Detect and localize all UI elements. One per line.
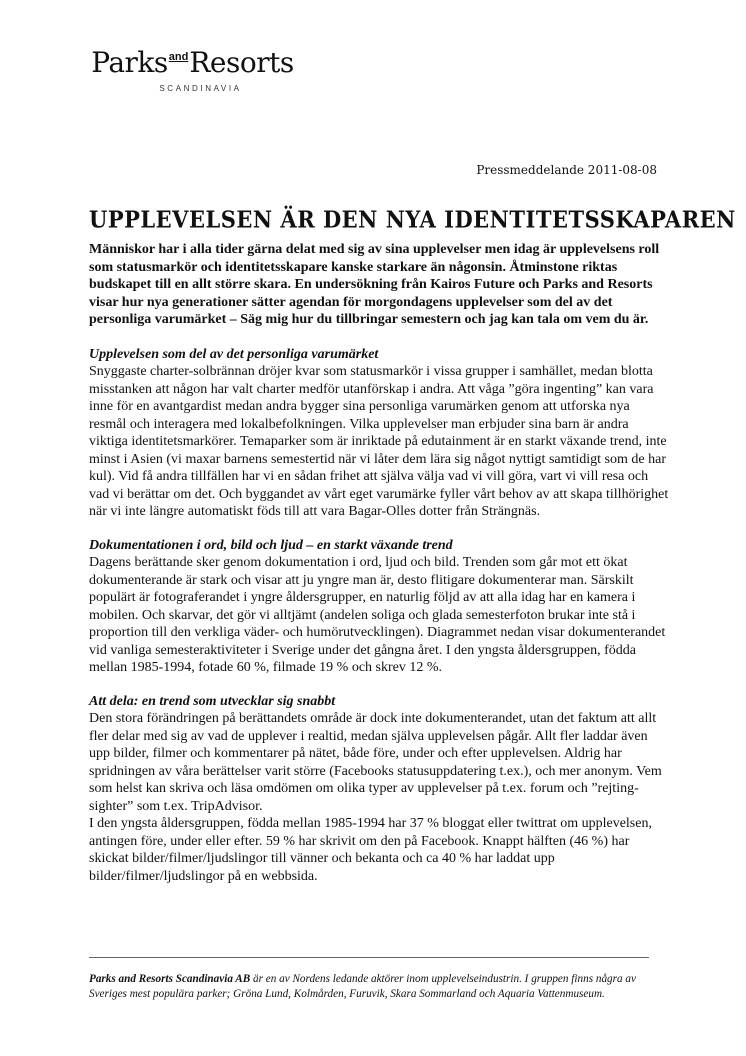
section-paragraph: I den yngsta åldersgruppen, födda mellan 1985-1994 har 37 % bloggat eller twittrat om upplevelsen, antingen före, under eller efter. 59 % har skrivit om den på Facebook. Knappt hälften (46 %) har skickat bilder/filmer/ljudslingor till vänner och bekanta och ca 40 % har laddat upp bilder/filmer/ljudslingor på en webbsida. bbox=[89, 816, 652, 884]
section-title: Att dela: en trend som utvecklar sig snabbt bbox=[89, 693, 336, 709]
logo-word-and: and bbox=[168, 51, 189, 63]
footer-divider bbox=[89, 957, 649, 958]
lede-paragraph: Människor har i alla tider gärna delat med sig av sina upplevelser men idag är upplevelsens roll som statusmarkör och identitetsskapare kanske starkare än någonsin. Åtminstone riktas budskapet till en allt större skara. En undersökning från Kairos Future och Parks and Resorts visar hur nya generationer sätter agendan för morgondagens upplevelser som del av det personliga varumärket – Säg mig hur du tillbringar semestern och jag kan tala om vem du är. bbox=[89, 242, 660, 327]
company-footer bbox=[89, 972, 669, 1001]
section-title: Dokumentationen i ord, bild och ljud – en starkt växande trend bbox=[89, 537, 453, 553]
section-sharing bbox=[89, 693, 669, 886]
section-documentation bbox=[89, 537, 669, 677]
section-title: Upplevelsen som del av det personliga varumärket bbox=[89, 346, 379, 362]
logo-word-parks: Parks bbox=[91, 46, 168, 79]
section-personal-brand bbox=[89, 346, 669, 521]
headline: UPPLEVELSEN ÄR DEN NYA IDENTITETSSKAPAREN bbox=[89, 205, 736, 233]
section-paragraph: Den stora förändringen på berättandets område är dock inte dokumenterandet, utan det faktum att allt fler delar med sig av vad de upplever i realtid, medan själva upplevelsen pågår. Allt fler laddar även upp bilder, filmer och kommentarer på nätet, både före, under och efter upplevelsen. Aldrig har spridningen av våra berättelser varit större (Facebooks statusuppdatering t.ex.), och mer anonym. Vem som helst kan skriva och läsa omdömen om olika typer av upplevelser på t.ex. forum och ”rejting-sighter” som t.ex. TripAdvisor. bbox=[89, 711, 662, 814]
logo-word-resorts: Resorts bbox=[189, 46, 294, 79]
footer-company-name: Parks and Resorts Scandinavia AB bbox=[89, 973, 251, 985]
article-body bbox=[89, 241, 669, 885]
press-release-date: Pressmeddelande 2011-08-08 bbox=[476, 163, 657, 177]
section-paragraph: Snyggaste charter-solbrännan dröjer kvar som statusmarkör i vissa grupper i samhället, medan blotta misstanken att någon har valt charter medför utanförskap i andra. Att våga ”göra ingenting” kan vara inne för en avantgardist medan andra bygger sina personliga varumärken genom att utforska nya resmål och interagera med lokalbefolkningen. Vilka upplevelser man erbjuder sina barn är andra viktiga identitetsmarkörer. Temaparker som är inriktade på edutainment är en starkt växande trend, inte minst i Asien (vi maxar barnens semestertid när vi låter dem lära sig något nyttigt samtidigt som de har kul). Vid få andra tillfällen har vi en sådan frihet att själva välja vad vi vill göra, vart vi vill resa och vad vi berättar om det. Och byggandet av vårt eget varumärke fyller vårt behov av att skapa tillhörighet när vi inte längre automatiskt föds till att vara Bagar-Olles dotter från Strängnäs. bbox=[89, 364, 669, 519]
section-paragraph: Dagens berättande sker genom dokumentation i ord, ljud och bild. Trenden som går mot ett ökat dokumenterande är stark och visar att ju yngre man är, desto flitigare dokumenterar man. Särskilt populärt är fotograferandet i yngre åldersgrupper, en naturlig följd av att alla idag har en kamera i mobilen. Och skarvar, det gör vi alltjämt (andelen soliga och glada semesterfoton brukar inte stå i proportion till den verkliga väder- och humörutvecklingen). Diagrammet nedan visar dokumenterandet vid vanliga semesteraktiviteter i Sverige under det gångna året. I den yngsta åldersgruppen, födda mellan 1985-1994, fotade 60 %, filmade 19 % och skrev 12 %. bbox=[89, 555, 666, 675]
parks-and-resorts-logo bbox=[85, 40, 300, 93]
logo-wordmark bbox=[85, 40, 300, 80]
footer-description: är en av Nordens ledande aktörer inom upplevelseindustrin. I gruppen finns några av Sveriges mest populära parker; Gröna Lund, Kolmården, Furuvik, Skara Sommarland och Aquaria Vattenmuseum. bbox=[89, 973, 636, 1000]
logo-subtitle: SCANDINAVIA bbox=[159, 84, 242, 93]
